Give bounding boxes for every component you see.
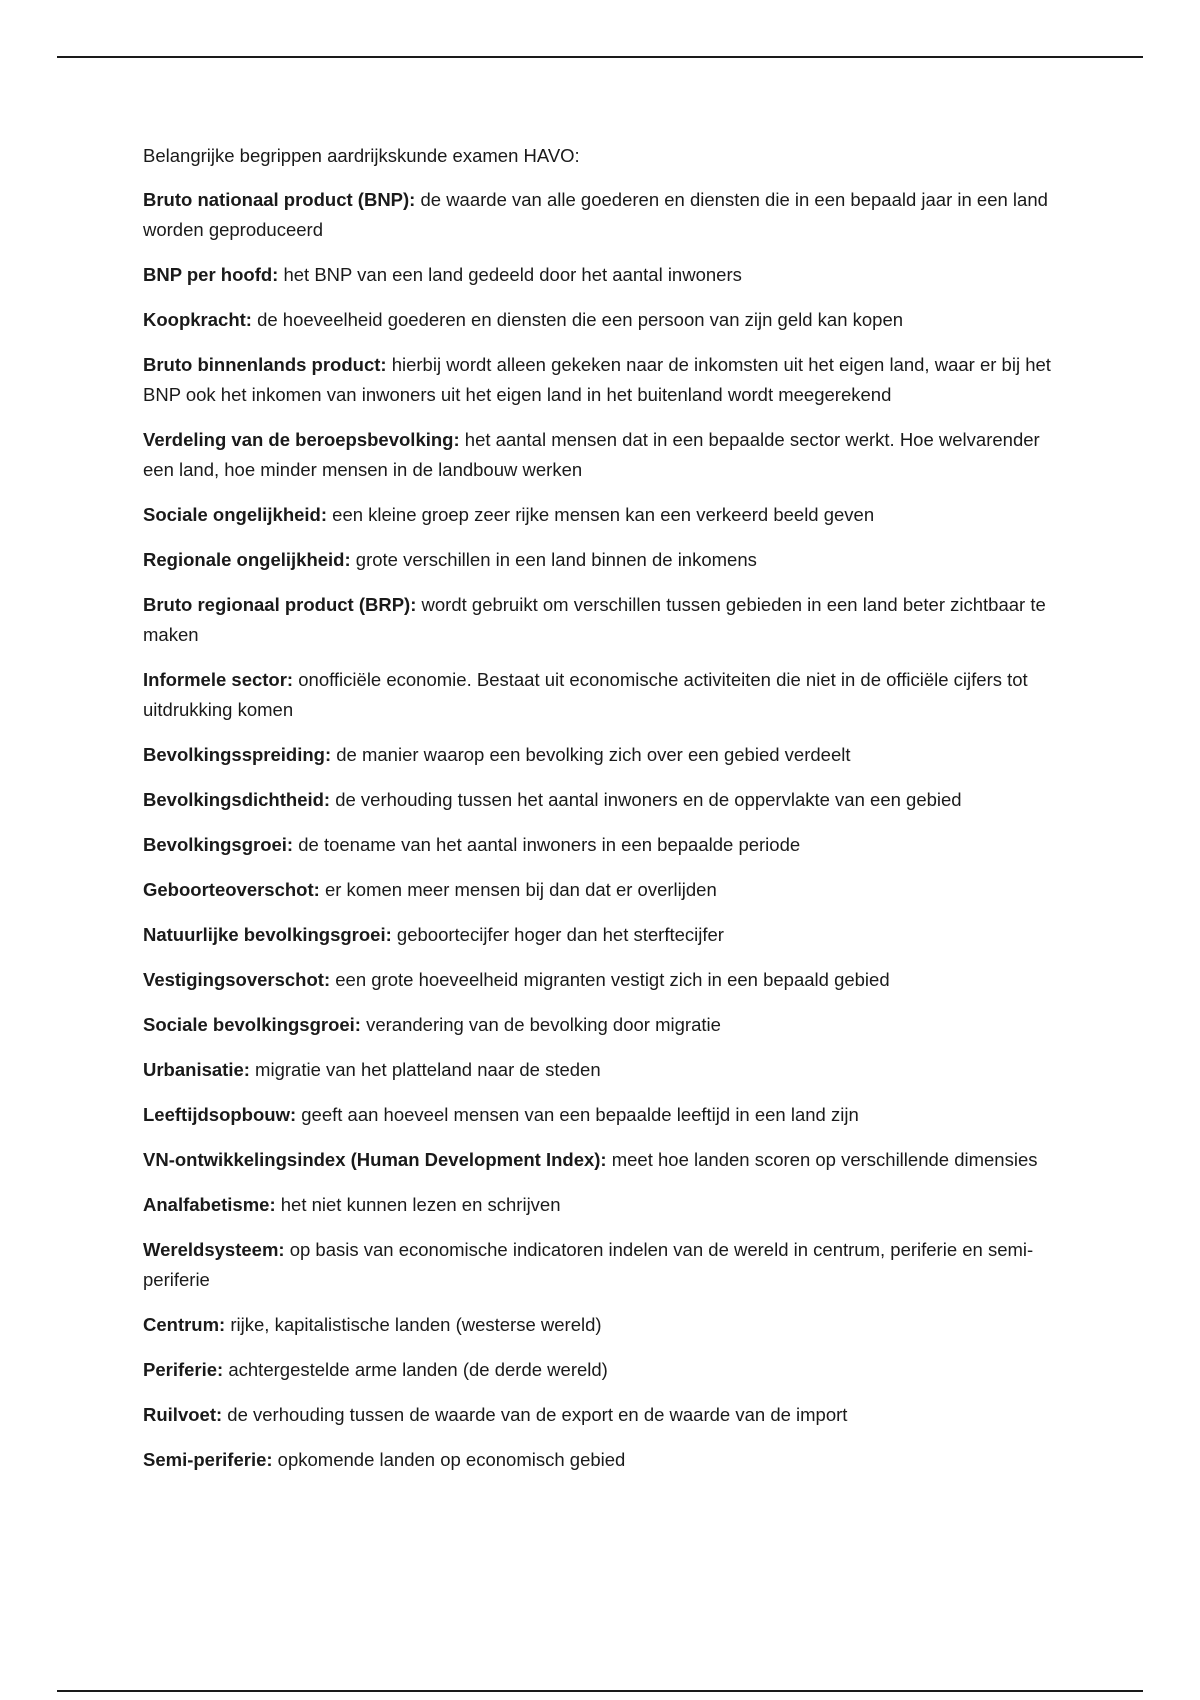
glossary-entry <box>143 590 1063 650</box>
glossary-term: Vestigingsoverschot: <box>143 969 331 990</box>
glossary-entry <box>143 185 1063 245</box>
glossary-term: Sociale ongelijkheid: <box>143 504 328 525</box>
glossary-entry <box>143 740 1063 770</box>
glossary-term: Natuurlijke bevolkingsgroei: <box>143 924 392 945</box>
glossary-term: Koopkracht: <box>143 309 252 330</box>
glossary-term: Regionale ongelijkheid: <box>143 549 351 570</box>
glossary-definition: geeft aan hoeveel mensen van een bepaalde leeftijd in een land zijn <box>296 1104 859 1125</box>
glossary-entry <box>143 665 1063 725</box>
glossary-entry <box>143 1235 1063 1295</box>
glossary-term: Centrum: <box>143 1314 226 1335</box>
glossary-entry <box>143 545 1063 575</box>
glossary-entry <box>143 1355 1063 1385</box>
glossary-term: Bevolkingsdichtheid: <box>143 789 331 810</box>
glossary-term: Bruto binnenlands product: <box>143 354 387 375</box>
footer-rule <box>57 1690 1143 1692</box>
glossary-term: Bruto regionaal product (BRP): <box>143 594 417 615</box>
glossary-entry <box>143 260 1063 290</box>
glossary-entry <box>143 1190 1063 1220</box>
document-body <box>143 141 1063 1490</box>
glossary-entry <box>143 965 1063 995</box>
term-list <box>143 185 1063 1475</box>
glossary-definition: de toename van het aantal inwoners in een bepaalde periode <box>293 834 801 855</box>
glossary-definition: een grote hoeveelheid migranten vestigt zich in een bepaald gebied <box>330 969 890 990</box>
header-rule <box>57 56 1143 58</box>
glossary-entry <box>143 875 1063 905</box>
glossary-term: Periferie: <box>143 1359 224 1380</box>
glossary-term: Verdeling van de beroepsbevolking: <box>143 429 460 450</box>
glossary-definition: de verhouding tussen de waarde van de export en de waarde van de import <box>222 1404 848 1425</box>
glossary-term: Bevolkingsgroei: <box>143 834 294 855</box>
glossary-entry <box>143 785 1063 815</box>
glossary-definition: er komen meer mensen bij dan dat er overlijden <box>319 879 717 900</box>
glossary-definition: geboortecijfer hoger dan het sterftecijfer <box>391 924 724 945</box>
glossary-entry <box>143 1145 1063 1175</box>
glossary-term: Geboorteoverschot: <box>143 879 320 900</box>
glossary-definition: meet hoe landen scoren op verschillende dimensies <box>606 1149 1038 1170</box>
glossary-definition: opkomende landen op economisch gebied <box>272 1449 626 1470</box>
glossary-definition: hierbij wordt alleen gekeken naar de inkomsten uit het eigen land, waar er bij het BNP ook het inkomen van inwoners uit het eigen land in het buitenland wordt meegerekend <box>143 354 1051 405</box>
glossary-definition: wordt gebruikt om verschillen tussen gebieden in een land beter zichtbaar te maken <box>143 594 1046 645</box>
document-intro: Belangrijke begrippen aardrijkskunde examen HAVO: <box>143 145 580 166</box>
glossary-term: Bevolkingsspreiding: <box>143 744 332 765</box>
glossary-entry <box>143 1010 1063 1040</box>
glossary-definition: het aantal mensen dat in een bepaalde sector werkt. Hoe welvarender een land, hoe minder mensen in de landbouw werken <box>143 429 1040 480</box>
glossary-definition: migratie van het platteland naar de steden <box>249 1059 601 1080</box>
glossary-entry <box>143 1100 1063 1130</box>
glossary-term: Analfabetisme: <box>143 1194 276 1215</box>
glossary-entry <box>143 305 1063 335</box>
glossary-definition: de hoeveelheid goederen en diensten die een persoon van zijn geld kan kopen <box>251 309 904 330</box>
glossary-definition: verandering van de bevolking door migratie <box>360 1014 721 1035</box>
glossary-definition: op basis van economische indicatoren indelen van de wereld in centrum, periferie en semi-periferie <box>143 1239 1034 1290</box>
glossary-entry <box>143 350 1063 410</box>
glossary-definition: grote verschillen in een land binnen de inkomens <box>350 549 757 570</box>
glossary-definition: achtergestelde arme landen (de derde wereld) <box>223 1359 608 1380</box>
glossary-term: Urbanisatie: <box>143 1059 250 1080</box>
glossary-definition: de waarde van alle goederen en diensten die in een bepaald jaar in een land worden geproduceerd <box>143 189 1048 240</box>
glossary-term: Bruto nationaal product (BNP): <box>143 189 416 210</box>
glossary-definition: de manier waarop een bevolking zich over een gebied verdeelt <box>331 744 851 765</box>
glossary-definition: het niet kunnen lezen en schrijven <box>275 1194 561 1215</box>
glossary-entry <box>143 830 1063 860</box>
glossary-entry <box>143 425 1063 485</box>
glossary-definition: een kleine groep zeer rijke mensen kan een verkeerd beeld geven <box>327 504 875 525</box>
glossary-term: BNP per hoofd: <box>143 264 279 285</box>
glossary-definition: onofficiële economie. Bestaat uit economische activiteiten die niet in de officiële cijfers tot uitdrukking komen <box>143 669 1028 720</box>
glossary-entry <box>143 1310 1063 1340</box>
glossary-entry <box>143 1445 1063 1475</box>
glossary-term: Sociale bevolkingsgroei: <box>143 1014 361 1035</box>
glossary-term: Wereldsysteem: <box>143 1239 285 1260</box>
glossary-entry <box>143 500 1063 530</box>
glossary-term: Semi-periferie: <box>143 1449 273 1470</box>
glossary-definition: rijke, kapitalistische landen (westerse wereld) <box>225 1314 602 1335</box>
glossary-definition: het BNP van een land gedeeld door het aantal inwoners <box>278 264 742 285</box>
glossary-term: Leeftijdsopbouw: <box>143 1104 297 1125</box>
glossary-term: Ruilvoet: <box>143 1404 223 1425</box>
glossary-entry <box>143 1400 1063 1430</box>
glossary-definition: de verhouding tussen het aantal inwoners en de oppervlakte van een gebied <box>330 789 962 810</box>
glossary-entry <box>143 920 1063 950</box>
glossary-term: Informele sector: <box>143 669 294 690</box>
glossary-entry <box>143 1055 1063 1085</box>
glossary-term: VN-ontwikkelingsindex (Human Development Index): <box>143 1149 607 1170</box>
